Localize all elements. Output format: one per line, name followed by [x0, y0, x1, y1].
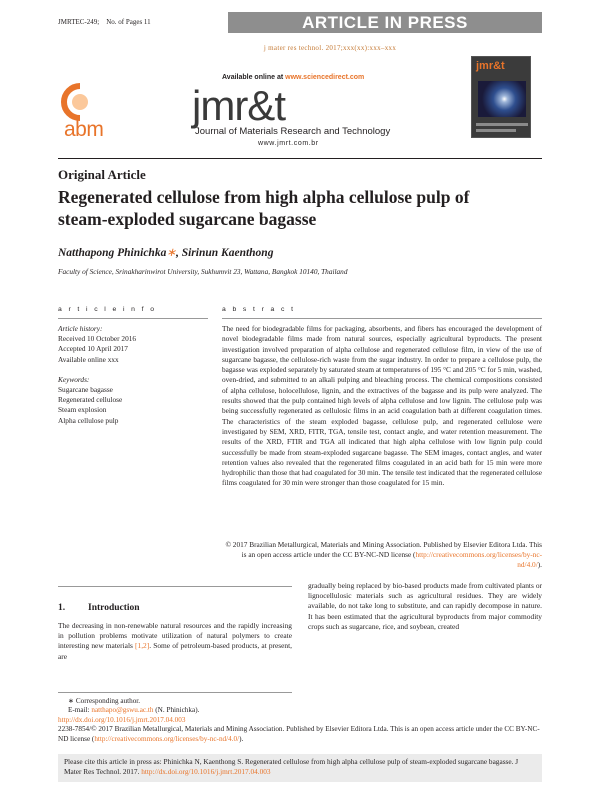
license-link[interactable]: http://creativecommons.org/licenses/by-nc-nd/4.0/: [415, 550, 542, 570]
journal-cover: [471, 56, 531, 138]
body-text-left: The decreasing in non-renewable natural resources and the rapidly increasing in pollution problems motivate utilization of natural polymers to create interesting new materials [1,2]. Some of petroleum-based products, at present, are: [58, 621, 293, 661]
journal-full-name: Journal of Materials Research and Technology: [195, 126, 391, 137]
cite-this-article: Please cite this article in press as: Phinichka N, Kaenthong S. Regenerated cellulose from high alpha cellulose pulp of steam-exploded sugarcane bagasse. J Mater Res Technol. 2017. http://dx.doi.org/10.1016/j.jmrt.2017.04.003: [58, 754, 542, 782]
available-date: Available online xxx: [58, 354, 119, 364]
intro-rule: [58, 586, 292, 587]
email-link[interactable]: natthapo@gswu.ac.th: [91, 706, 154, 715]
cover-title: jmr&t: [476, 60, 505, 72]
info-rule: [58, 318, 208, 319]
abstract-heading: a b s t r a c t: [222, 306, 296, 313]
cover-image: [478, 81, 526, 117]
license-link[interactable]: http://creativecommons.org/licenses/by-nc-nd/4.0/: [94, 734, 240, 743]
available-online: Available online at www.sciencedirect.com: [222, 74, 365, 81]
journal-id: JMRTEC-249; No. of Pages 11: [58, 18, 151, 26]
author-name: Natthapong Phinichka: [58, 247, 167, 259]
author-list: Natthapong Phinichka∗, Sirinun Kaenthong: [58, 247, 274, 259]
doi-link[interactable]: http://dx.doi.org/10.1016/j.jmrt.2017.04.003: [58, 715, 186, 724]
history-label: Article history:: [58, 324, 103, 333]
article-info: [58, 324, 208, 426]
sciencedirect-link[interactable]: www.sciencedirect.com: [285, 74, 365, 81]
running-head: j mater res technol. 2017;xxx(xx):xxx–xxx: [263, 44, 397, 52]
page-header: [58, 12, 542, 34]
abstract-copyright: © 2017 Brazilian Metallurgical, Materials and Mining Association. Published by Elsevier Editora Ltda. This is an open access article under the CC BY-NC-ND license (http://creativecommons.org/licenses/by-nc-nd/4.0/).: [225, 540, 542, 570]
author-name: Sirinun Kaenthong: [181, 247, 274, 259]
abm-logo-text: abm: [64, 118, 104, 141]
keyword: Steam explosion: [58, 405, 107, 415]
journal-logo: jmr&t: [192, 82, 285, 129]
keyword: Sugarcane bagasse: [58, 385, 113, 395]
cover-divider: [476, 129, 516, 132]
abstract-rule: [222, 318, 542, 319]
accepted-date: Accepted 10 April 2017: [58, 344, 128, 354]
doi-link[interactable]: http://dx.doi.org/10.1016/j.jmrt.2017.04.003: [141, 767, 271, 776]
footnote-rule: [58, 692, 292, 693]
footnotes: [58, 697, 542, 744]
cover-divider: [476, 123, 528, 126]
affiliation: Faculty of Science, Srinakharinwirot University, Sukhumvit 23, Wattana, Bangkok 10140, Thailand: [58, 267, 348, 276]
article-info-heading: a r t i c l e i n f o: [58, 306, 157, 313]
section-type: Original Article: [58, 167, 146, 182]
corresponding-note: ∗ Corresponding author.: [68, 697, 141, 705]
section-heading: 1. Introduction: [58, 603, 140, 613]
email-note: E-mail: natthapo@gswu.ac.th (N. Phinichka).: [68, 706, 200, 715]
citation-link[interactable]: [1,2]: [135, 641, 150, 651]
received-date: Received 10 October 2016: [58, 334, 137, 344]
paper-title: Regenerated cellulose from high alpha cellulose pulp of steam-exploded sugarcane bagasse: [58, 187, 470, 229]
masthead-rule: [58, 158, 542, 159]
issn-note: 2238-7854/© 2017 Brazilian Metallurgical, Materials and Mining Association. Published by Elsevier Editora Ltda. This is an open access article under the CC BY-NC-ND license (http://creativecommons.org/licenses/by-nc-nd/4.0/).: [58, 725, 540, 743]
abstract-text: The need for biodegradable films for packaging, absorbents, and fibers has encouraged the development of novel biodegradable films made from natural sources, especially agricultural byproducts. The present investigation involved preparation of alpha cellulose and regenerated cellulose film, in view of the use of sugarcane bagasse, the cellulose-rich waste from the sugar industry. In order to prepare a cellulose pulp, the bagasse was exploded separately by saturated steam at temperatures of 195 °C and 205 °C for 5 min, washed, oven-dried, and submitted to an alkali pulping and bleaching process. The chemical compositions consisted of alpha cellulose, holocellulose, lignin, and the extractives of the bagasse and its pulp were analyzed. The results showed that the pulp contained high levels of alpha cellulose and low lignin. The cellulose pulp was being successfully regenerated as cellulosic films in an acid coagulation bath at different coagulation times. The characteristics of the steam exploded bagasse, cellulose pulp, and regenerated cellulose were investigated by SEM, XRD, FITR, TGA, tensile test, contact angle, and water retention measurement. The results of the XRD, FTIR and TGA all indicated that high alpha cellulose with low lignin pulp could successfully be made from steam-exploded sugarcane bagasse. The SEM images, contact angles, and water retention values also revealed that the regenerated films coagulated in an acid bath for 15 min were more hydrophilic than those that had coagulated for 30 min. The tensile test indicated that the regenerated cellulose films coagulated for 30 min were stronger than those coagulated for 15 min.: [222, 324, 542, 488]
body-text-right: gradually being replaced by bio-based products made from cultivated plants or lignocellulosic materials such as agricultural residues. They are widely available, do not take long to substitute, and can rapidly decompose in nature. It has been estimated that the agricultural byproducts from major commodity crops such as sugarcane, rice, and soybean, created: [308, 581, 542, 631]
corresponding-mark[interactable]: ∗: [166, 247, 176, 259]
keyword: Alpha cellulose pulp: [58, 415, 119, 425]
journal-url[interactable]: www.jmrt.com.br: [258, 140, 319, 147]
keyword: Regenerated cellulose: [58, 395, 123, 405]
keywords-label: Keywords:: [58, 374, 90, 384]
article-in-press-banner: ARTICLE IN PRESS: [228, 12, 542, 33]
